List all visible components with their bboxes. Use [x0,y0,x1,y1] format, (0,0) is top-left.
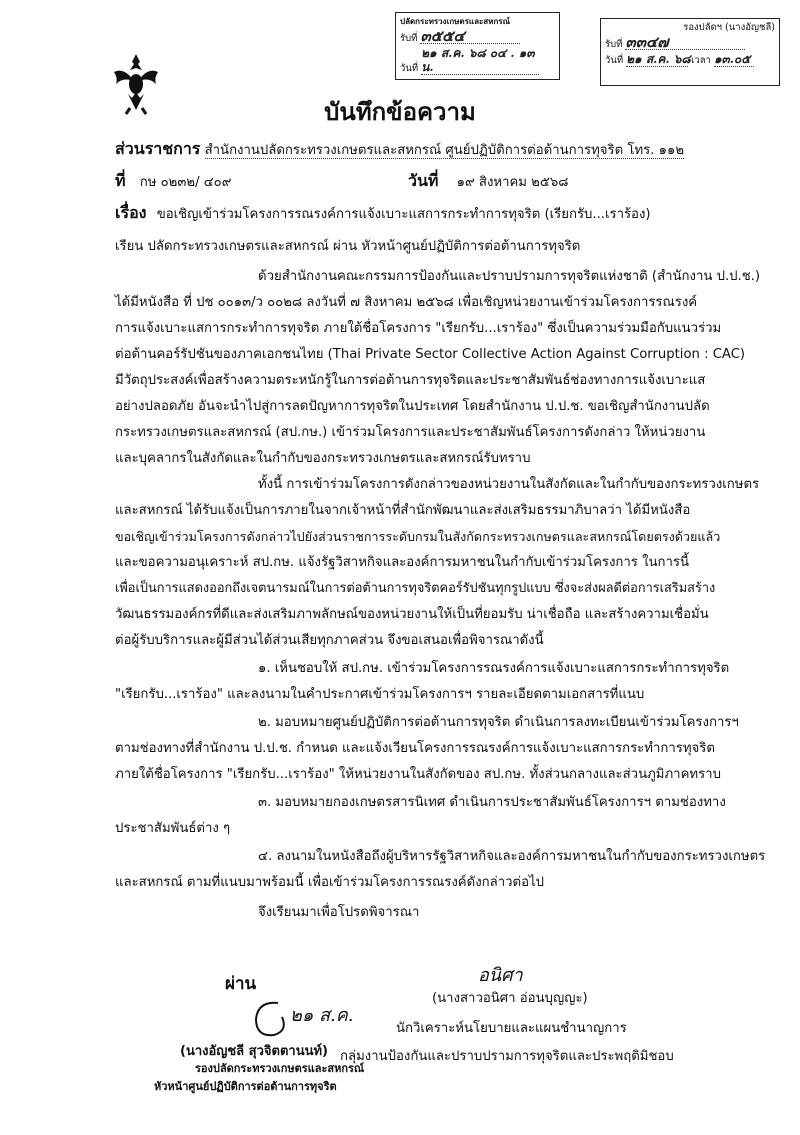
body-line: ตามช่องทางที่สำนักงาน ป.ป.ช. กำหนด และแจ้งเวียนโครงการรณรงค์การแจ้งเบาะแสการกระทำการทุจริต [115,741,715,756]
body-line: ต่อต้านคอร์รัปชันของภาคเอกชนไทย (Thai Private Sector Collective Action Against Corruption : CAC) [115,347,746,362]
document-title: บันทึกข้อความ [324,98,476,126]
left-signature-handwriting: ๒๑ ส.ค. [290,1005,354,1026]
body-line: ได้มีหนังสือ ที่ ปช ๐๐๑๓/ว ๐๐๒๘ ลงวันที่ ๗ สิงหาคม ๒๕๖๘ เพื่อเชิญหน่วยงานเข้าร่วมโครงการรณรงค์ [115,295,698,310]
stamp-date-label: วันที่ [400,63,419,74]
stamp-date-label: วันที่ [605,55,624,66]
stamp-date-value: ๒๑ ส.ค. ๖๘ [626,52,691,66]
stamp-title: รองปลัดฯ (นางอัญชลี) [683,22,775,33]
subject-value: ขอเชิญเข้าร่วมโครงการรณรงค์การแจ้งเบาะแสการกระทำการทุจริต (เรียกรับ...เราร้อง) [156,207,651,222]
agency-value: สำนักงานปลัดกระทรวงเกษตรและสหกรณ์ ศูนย์ปฏิบัติการต่อต้านการทุจริต โทร. ๑๑๒ [204,143,685,158]
body-line: ๔. ลงนามในหนังสือถึงผู้บริหารรัฐวิสาหกิจและองค์การมหาชนในกำกับของกระทรวงเกษตร [258,849,766,864]
body-line: และขอความอนุเคราะห์ สป.กษ. แจ้งรัฐวิสาหกิจและองค์การมหาชนในกำกับเข้าร่วมโครงการ ในการนี้ [115,555,690,570]
left-signer-position-2: หัวหน้าศูนย์ปฏิบัติการต่อต้านการทุจริต [154,1080,337,1093]
subject-label: เรื่อง [115,203,147,222]
body-line: มีวัตถุประสงค์เพื่อสร้างความตระหนักรู้ในการต่อต้านการทุจริตและประชาสัมพันธ์ช่องทางการแจ้งเบาะแส [115,373,706,388]
stamp-time-label: เวลา [691,55,711,66]
body-line: และสหกรณ์ ตามที่แนบมาพร้อมนี้ เพื่อเข้าร่วมโครงการรณรงค์ดังกล่าวต่อไป [115,875,544,890]
body-line: เพื่อเป็นการแสดงออกถึงเจตนารมณ์ในการต่อต้านการทุจริตคอร์รัปชันทุกรูปแบบ ซึ่งจะส่งผลดีต่อการเสริมสร้าง [115,581,716,596]
ref-row [115,168,231,196]
body-line: และบุคลากรในสังกัดและในกำกับของกระทรวงเกษตรและสหกรณ์รับทราบ [115,451,531,466]
salutation: เรียน ปลัดกระทรวงเกษตรและสหกรณ์ ผ่าน หัวหน้าศูนย์ปฏิบัติการต่อต้านการทุจริต [115,239,581,254]
body-line: ๓. มอบหมายกองเกษตรสารนิเทศ ดำเนินการประชาสัมพันธ์โครงการฯ ตามช่องทาง [258,795,726,810]
body-line: ขอเชิญเข้าร่วมโครงการดังกล่าวไปยังส่วนราชการระดับกรมในสังกัดกระทรวงเกษตรและสหกรณ์โดยตรงด้วยแล้ว [115,529,721,544]
body-line: "เรียกรับ...เราร้อง" และลงนามในคำประกาศเข้าร่วมโครงการฯ รายละเอียดตามเอกสารที่แนบ [115,687,645,702]
body-line: ภายใต้ชื่อโครงการ "เรียกรับ...เราร้อง" ให้หน่วยงานในสังกัดของ สป.กษ. ทั้งส่วนกลางและส่วนภูมิภาคทราบ [115,767,721,782]
via-label: ผ่าน [225,974,257,994]
left-signer-name: (นางอัญชลี สุวจิตตานนท์) [180,1044,328,1059]
body-line: ทั้งนี้ การเข้าร่วมโครงการดังกล่าวของหน่วยงานในสังกัดและในกำกับของกระทรวงเกษตร [258,477,760,492]
body-line: การแจ้งเบาะแสการกระทำการทุจริต ภายใต้ชื่อโครงการ "เรียกรับ...เราร้อง" ซึ่งเป็นความร่วมมือกับแนวร่วม [115,321,722,336]
body-line: ด้วยสำนักงานคณะกรรมการป้องกันและปราบปรามการทุจริตแห่งชาติ (สำนักงาน ป.ป.ช.) [258,269,760,284]
stamp-no-label: รับที่ [400,33,418,44]
date-value: ๑๙ สิงหาคม ๒๕๖๘ [456,175,569,190]
stamp-date-value: ๒๑ ส.ค. ๖๘ ๐๔ . ๑๓ น. [421,46,539,75]
body-line: กระทรวงเกษตรและสหกรณ์ (สป.กษ.) เข้าร่วมโครงการและประชาสัมพันธ์โครงการดังกล่าว ให้หน่วยงาน [115,425,706,440]
deputy-receiving-stamp [600,18,780,86]
body-line: อย่างปลอดภัย อันจะนำไปสู่การลดปัญหาการทุจริตในประเทศ โดยสำนักงาน ป.ป.ช. ขอเชิญสำนักงานปลัด [115,399,710,414]
subject-row [115,200,651,228]
stamp-no-value: ๓๓๔๗ [625,35,745,50]
agency-row [115,136,684,164]
body-line: วัฒนธรรมองค์กรที่ดีและส่งเสริมภาพลักษณ์ของหน่วยงานให้เป็นที่ยอมรับ น่าเชื่อถือ และสร้างความเชื่อมั่น [115,607,709,622]
left-signer-position: รองปลัดกระทรวงเกษตรและสหกรณ์ [195,1062,365,1075]
right-signature-handwriting: อนิศา [478,965,523,986]
closing-line: จึงเรียนมาเพื่อโปรดพิจารณา [258,905,420,920]
stamp-time-value: ๑๓.๐๕ [714,52,754,67]
stamp-no-value: ๓๕๕๔ [420,29,520,44]
agency-label: ส่วนราชการ [115,139,201,158]
stamp-no-label: รับที่ [605,39,623,50]
body-line: ต่อผู้รับบริการและผู้มีส่วนได้ส่วนเสียทุกภาคส่วน จึงขอเสนอเพื่อพิจารณาดังนี้ [115,633,544,648]
ref-label: ที่ [115,171,126,190]
body-line: ๒. มอบหมายศูนย์ปฏิบัติการต่อต้านการทุจริต ดำเนินการลงทะเบียนเข้าร่วมโครงการฯ [258,715,739,730]
receiving-stamp [395,12,560,80]
right-signer-name: (นางสาวอนิศา อ่อนบุญญะ) [432,991,588,1006]
date-row [408,168,568,196]
date-label: วันที่ [408,171,439,190]
body-line: ประชาสัมพันธ์ต่าง ๆ [115,821,231,836]
right-signer-position-2: กลุ่มงานป้องกันและปราบปรามการทุจริตและประพฤติมิชอบ [340,1049,674,1064]
ref-value: กษ ๐๒๓๒/ ๔๐๙ [139,175,232,190]
stamp-title: ปลัดกระทรวงเกษตรและสหกรณ์ [400,17,510,26]
body-line: ๑. เห็นชอบให้ สป.กษ. เข้าร่วมโครงการรณรงค์การแจ้งเบาะแสการกระทำการทุจริต [258,661,730,676]
body-line: และสหกรณ์ ได้รับแจ้งเป็นการภายในจากเจ้าหน้าที่สำนักพัฒนาและส่งเสริมธรรมาภิบาลว่า ได้มีหนังสือ [115,503,691,518]
right-signer-position: นักวิเคราะห์นโยบายและแผนชำนาญการ [396,1021,627,1036]
